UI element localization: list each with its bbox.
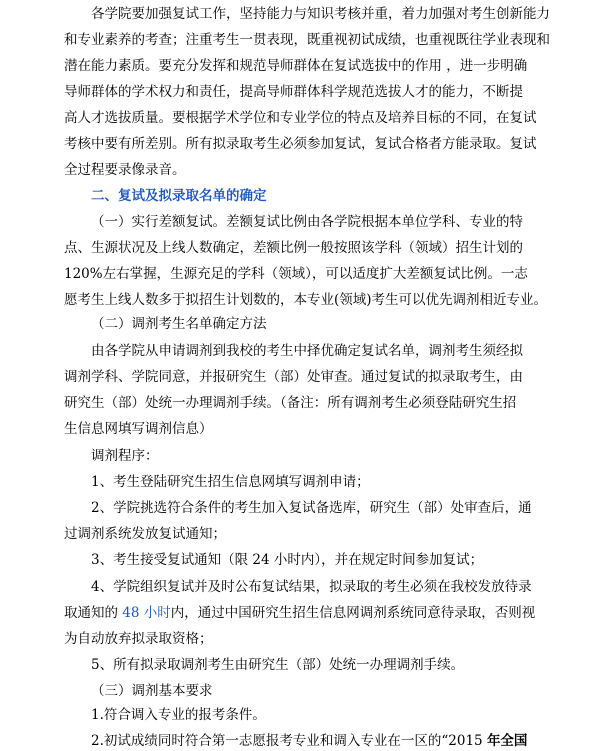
paragraph-line: 由各学院从申请调剂到我校的考生中择优确定复试名单，调剂考生须经拟 — [91, 343, 523, 359]
procedure-step-cont — [64, 603, 535, 623]
subsection-title: （三）调剂基本要求 — [91, 683, 213, 699]
procedure-label: 调剂程序： — [91, 448, 159, 464]
paragraph-line: 点、生源状况及上线人数确定，差额比例一般按照该学科（领域）招生计划的 — [64, 240, 523, 256]
step4-text-post: 内，通过中国研究生招生信息网调剂系统同意待录取，否则视 — [170, 605, 536, 621]
req2-text: 2.初试成绩同时符合第一志愿报考专业和调入专业在一区的“2015 — [91, 733, 487, 749]
paragraph-line: 研究生（部）处统一办理调剂手续。（备注：所有调剂考生必须登陆研究生招 — [64, 395, 517, 411]
requirement-item — [91, 731, 527, 751]
paragraph-line: 生信息网填写调剂信息） — [64, 421, 213, 437]
step4-highlight: 48 小时 — [122, 605, 171, 621]
procedure-step: 5、所有拟录取调剂考生由研究生（部）处统一办理调剂手续。 — [91, 657, 465, 673]
paragraph-line: 潜在能力素质。要充分发挥和规范导师群体在复试选拔中的作用 ，进一步明确 — [64, 58, 528, 74]
procedure-step: 3、考生接受复试通知（限 24 小时内），并在规定时间参加复试； — [91, 552, 484, 568]
procedure-step: 4、学院组织复试并及时公布复试结果，拟录取的考生必须在我校发放待录 — [91, 579, 532, 595]
paragraph-line: 调剂学科、学院同意，并报研究生（部）处审查。通过复试的拟录取考生，由 — [64, 369, 523, 385]
paragraph-line: 高人才选拔质量。要根据学术学位和专业学位的特点及培养目标的不同，在复试 — [64, 110, 537, 126]
req2-bold: 年全国 — [486, 733, 528, 749]
step4-text-pre: 取通知的 — [64, 605, 123, 621]
paragraph-line: 各学院要加强复试工作，坚持能力与知识考核并重，着力加强对考生创新能力 — [91, 6, 550, 22]
paragraph-line: 导师群体的学术权力和责任，提高导师群体科学规范选拔人才的能力，不断提 — [64, 84, 523, 100]
procedure-step: 1、考生登陆研究生招生信息网填写调剂申请； — [91, 474, 370, 490]
paragraph-line: 和专业素养的考查；注重考生一贯表现，既重视初试成绩，也重视既往学业表现和 — [64, 32, 550, 48]
procedure-step-cont: 过调剂系统发放复试通知； — [64, 526, 226, 542]
procedure-step-cont: 为自动放弃拟录取资格； — [64, 631, 213, 647]
requirement-item: 1.符合调入专业的报考条件。 — [91, 707, 266, 723]
paragraph-line: 考核中要有所差别。所有拟录取考生必须参加复试，复试合格者方能录取。复试 — [64, 136, 537, 152]
section-heading: 二、复试及拟录取名单的确定 — [91, 188, 267, 204]
subsection-title: （二）调剂考生名单确定方法 — [91, 316, 267, 332]
paragraph-line: 愿考生上线人数多于拟招生计划数的，本专业(领域)考生可以优先调剂相近专业。 — [64, 292, 548, 308]
paragraph-line: 全过程要录像录音。 — [64, 162, 186, 178]
paragraph-line: 120%左右掌握，生源充足的学科（领域），可以适度扩大差额复试比例。一志 — [64, 266, 528, 282]
procedure-step: 2、学院挑选符合条件的考生加入复试备选库，研究生（部）处审查后，通 — [91, 500, 532, 516]
paragraph-line: （一）实行差额复试。差额复试比例由各学院根据本单位学科、专业的特 — [91, 214, 523, 230]
